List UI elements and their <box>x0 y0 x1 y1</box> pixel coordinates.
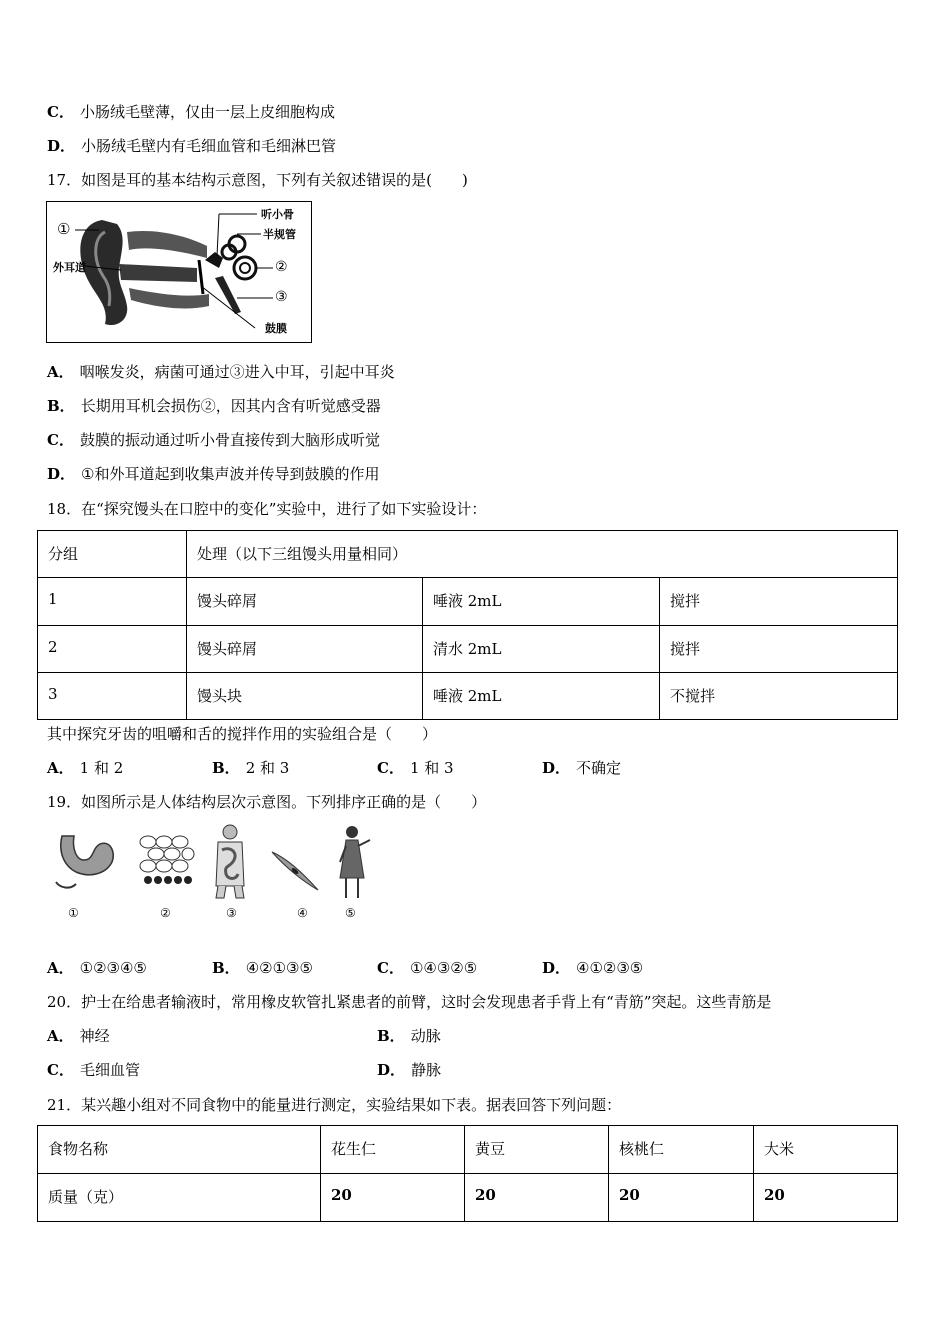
q18-question: 其中探究牙齿的咀嚼和舌的搅拌作用的实验组合是（ ） <box>47 725 438 743</box>
q16-option-d <box>47 136 336 156</box>
option-text: 不确定 <box>576 759 622 777</box>
fig-label-4: ④ <box>297 906 308 920</box>
q19-stem: 19．如图所示是人体结构层次示意图。下列排序正确的是（ ） <box>47 793 487 811</box>
q17-option-b <box>47 396 381 416</box>
table-cell: 黄豆 <box>465 1126 609 1174</box>
q18-option-b <box>212 758 289 778</box>
option-letter: C． <box>377 759 404 777</box>
q16-option-c <box>47 102 335 122</box>
table-row <box>38 578 898 626</box>
option-text: ①和外耳道起到收集声波并传导到鼓膜的作用 <box>81 465 380 483</box>
q17-option-d <box>47 464 379 484</box>
option-letter: C． <box>377 959 404 977</box>
q20-option-b <box>377 1026 441 1046</box>
q18-option-a <box>47 758 123 778</box>
q17-option-a <box>47 362 395 382</box>
q18-option-c <box>377 758 454 778</box>
option-letter: B． <box>212 959 240 977</box>
option-text: 动脉 <box>410 1027 441 1045</box>
q21-stem: 21．某兴趣小组对不同食物中的能量进行测定，实验结果如下表。据表回答下列问题： <box>47 1096 622 1114</box>
q18-stem: 18．在“探究馒头在口腔中的变化”实验中，进行了如下实验设计： <box>47 500 487 518</box>
option-text: 鼓膜的振动通过听小骨直接传到大脑形成听觉 <box>79 431 380 449</box>
option-text: 1 和 2 <box>79 759 124 777</box>
table-cell: 1 <box>38 578 187 626</box>
option-letter: D． <box>542 759 571 777</box>
option-text: 小肠绒毛壁薄，仅由一层上皮细胞构成 <box>79 103 335 121</box>
fig-label-3: ③ <box>226 906 237 920</box>
table-cell: 质量（克） <box>38 1174 321 1222</box>
table-header-row <box>38 531 898 578</box>
ear-label-2: ② <box>275 259 288 275</box>
body-structure-levels-figure <box>46 822 376 922</box>
q20-option-a <box>47 1026 110 1046</box>
q20-stem: 20．护士在给患者输液时，常用橡皮软管扎紧患者的前臂，这时会发现患者手背上有“青筋”突起。这些青筋是 <box>47 993 772 1011</box>
table-cell: 馒头碎屑 <box>187 626 423 673</box>
table-cell: 大米 <box>754 1126 898 1174</box>
option-letter: C． <box>47 431 74 449</box>
ear-diagram <box>46 201 312 343</box>
option-letter: C． <box>47 103 74 121</box>
option-text: 小肠绒毛壁内有毛细血管和毛细淋巴管 <box>81 137 337 155</box>
q19-option-d <box>542 958 643 978</box>
fig-label-5: ⑤ <box>345 906 356 920</box>
option-letter: B． <box>212 759 240 777</box>
table-cell: 2 <box>38 626 187 673</box>
option-letter: D． <box>542 959 571 977</box>
option-text: 长期用耳机会损伤②，因其内含有听觉感受器 <box>80 397 381 415</box>
table-cell: 搅拌 <box>660 626 898 673</box>
table-cell: 馒头块 <box>187 673 423 720</box>
fig-label-1: ① <box>68 906 79 920</box>
ear-label-eardrum: 鼓膜 <box>265 322 287 335</box>
table-header-row <box>38 1126 898 1174</box>
option-text: 咽喉发炎，病菌可通过③进入中耳，引起中耳炎 <box>79 363 395 381</box>
q17-stem: 17．如图是耳的基本结构示意图，下列有关叙述错误的是( ) <box>47 171 468 189</box>
ear-label-3: ③ <box>275 289 288 305</box>
q19-option-c <box>377 958 477 978</box>
table-cell: 20 <box>754 1174 898 1222</box>
table-cell: 花生仁 <box>321 1126 465 1174</box>
ear-label-ossicles: 听小骨 <box>261 208 294 221</box>
table-row <box>38 673 898 720</box>
table-cell: 唾液 2mL <box>423 673 660 720</box>
ear-label-semicircular-canals: 半规管 <box>263 228 296 241</box>
option-letter: A． <box>47 1027 74 1045</box>
option-text: ④②①③⑤ <box>245 959 313 977</box>
q19-option-b <box>212 958 313 978</box>
table-cell: 唾液 2mL <box>423 578 660 626</box>
table-cell: 清水 2mL <box>423 626 660 673</box>
table-cell: 馒头碎屑 <box>187 578 423 626</box>
option-letter: A． <box>47 959 74 977</box>
table-cell: 核桃仁 <box>609 1126 754 1174</box>
ear-label-1: ① <box>57 220 71 238</box>
body-structure-illustration <box>46 822 376 922</box>
table-row <box>38 1174 898 1222</box>
option-letter: A． <box>47 759 74 777</box>
option-letter: A． <box>47 363 74 381</box>
table-cell: 20 <box>321 1174 465 1222</box>
option-letter: B． <box>47 397 75 415</box>
table-cell: 食物名称 <box>38 1126 321 1174</box>
option-text: 1 和 3 <box>409 759 454 777</box>
option-text: 2 和 3 <box>245 759 290 777</box>
option-text: 毛细血管 <box>79 1061 140 1079</box>
option-letter: D． <box>47 465 76 483</box>
option-letter: D． <box>377 1061 406 1079</box>
option-text: ①④③②⑤ <box>409 959 478 977</box>
q19-option-a <box>47 958 147 978</box>
option-letter: C． <box>47 1061 74 1079</box>
q21-table <box>37 1125 898 1222</box>
table-cell: 处理（以下三组馒头用量相同） <box>187 531 898 578</box>
table-cell: 3 <box>38 673 187 720</box>
option-text: 静脉 <box>411 1061 442 1079</box>
option-letter: D． <box>47 137 76 155</box>
table-cell: 20 <box>609 1174 754 1222</box>
table-cell: 20 <box>465 1174 609 1222</box>
q20-option-c <box>47 1060 140 1080</box>
option-text: ①②③④⑤ <box>79 959 147 977</box>
q20-option-d <box>377 1060 441 1080</box>
table-cell: 搅拌 <box>660 578 898 626</box>
table-cell: 不搅拌 <box>660 673 898 720</box>
q18-option-d <box>542 758 621 778</box>
option-text: 神经 <box>79 1027 110 1045</box>
ear-label-ear-canal: 外耳道 <box>53 261 86 274</box>
q17-option-c <box>47 430 380 450</box>
option-text: ④①②③⑤ <box>576 959 644 977</box>
q18-table <box>37 530 898 720</box>
fig-label-2: ② <box>160 906 171 920</box>
table-cell: 分组 <box>38 531 187 578</box>
table-row <box>38 626 898 673</box>
option-letter: B． <box>377 1027 405 1045</box>
